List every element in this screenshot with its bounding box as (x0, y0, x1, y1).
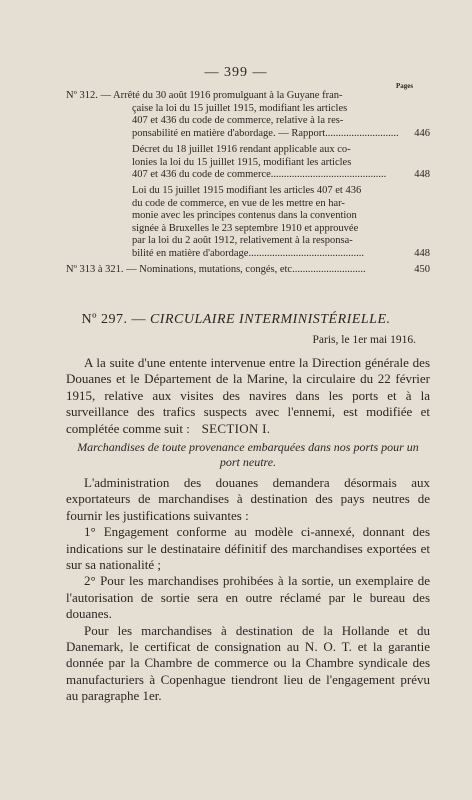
toc-line: Décret du 18 juillet 1916 rendant applicable aux co- (132, 144, 351, 155)
paragraph: Pour les marchandises à destination de la Hollande et du Danemark, le certificat de consignation au N. O. T. et la garantie donnée par la Chambre de commerce ou la Chambre syndicale des manufacturiers à Copenhague tiendront lieu de l'engagement prévu au paragraphe 1er. (66, 622, 430, 704)
toc-line: lonies la loi du 15 juillet 1915, modifiant les articles (132, 156, 352, 168)
body-text (66, 475, 430, 705)
toc-entry-312 (66, 90, 430, 140)
circular-title: CIRCULAIRE INTERMINISTÉRIELLE. (149, 312, 391, 327)
section-title: SECTION I. (201, 421, 271, 436)
toc-line: du code de commerce, en vue de les mettre en har- (132, 197, 345, 209)
toc-page-ref: 448 (414, 169, 430, 181)
toc-line: Nº 313 à 321. — Nominations, mutations, congés, etc ............................ 450 (66, 264, 430, 275)
toc-line: signée à Bruxelles le 23 septembre 1910 et approuvée (132, 222, 359, 234)
toc-entry-loi (66, 185, 430, 261)
toc-entry-decret (66, 144, 430, 182)
circular-number: Nº 297. — (81, 312, 150, 327)
toc-line: Loi du 15 juillet 1915 modifiant les articles 407 et 436 (132, 185, 362, 196)
toc-line: bilité en matière d'abordage ............................................ 448 (132, 247, 430, 259)
toc-line: çaise la loi du 15 juillet 1915, modifiant les articles (132, 102, 348, 114)
toc-line: Nº 312. — Arrêté du 30 août 1916 promulguant à la Guyane fran- (66, 90, 343, 101)
toc-line: ponsabilité en matière d'abordage. — Rapport ............................ 446 (132, 127, 430, 139)
toc-line: 407 et 436 du code de commerce, relative à la res- (132, 115, 344, 127)
toc-line: 407 et 436 du code de commerce ............................................ 448 (132, 169, 430, 181)
paragraph: 1° Engagement conforme au modèle ci-annexé, donnant des indications sur le destinataire définitif des marchandises exportées et sur sa nationalité ; (66, 524, 430, 573)
toc-line: par la loi du 2 août 1912, relativement à la responsa- (132, 235, 353, 247)
page-number: — 399 — (204, 65, 268, 80)
circular-heading (0, 312, 472, 328)
paragraph: L'administration des douanes demandera désormais aux exportateurs de marchandises à destination des pays neutres de fournir les justifications suivantes : (66, 475, 430, 523)
toc-entry-313-321 (66, 264, 430, 277)
section-subtitle: Marchandises de toute provenance embarquées dans nos ports pour un port neutre. (77, 440, 419, 469)
intro-paragraph: A la suite d'une entente intervenue entre la Direction générale des Douanes et le Département de la Marine, la circulaire du 22 février 1915, relative aux visites des navires dans les ports et à la surveillance des trafics suspects avec l'ennemi, est modifiée et complétée comme suit : (66, 355, 430, 436)
toc-line: monie avec les principes contenus dans la convention (132, 210, 357, 222)
toc-page-ref: 446 (414, 127, 430, 139)
pages-column-label: Pages (396, 82, 414, 90)
toc-page-ref: 448 (414, 247, 430, 259)
paragraph: 2° Pour les marchandises prohibées à la sortie, un exemplaire de l'autorisation de sortie sera en outre réclamé par le bureau des douanes. (66, 573, 430, 622)
toc-page-ref: 450 (414, 264, 430, 275)
dateline: Paris, le 1er mai 1916. (312, 334, 416, 346)
